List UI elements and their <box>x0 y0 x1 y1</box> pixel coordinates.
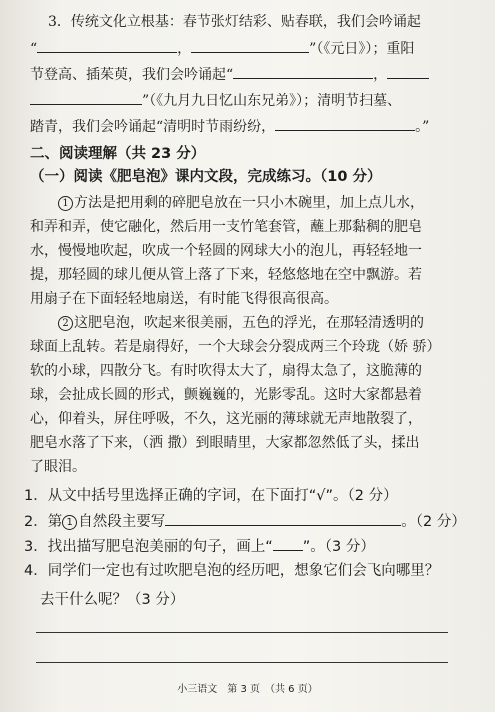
question-1: 1．从文中括号里选择正确的字词，在下面打“√”。（2 分） <box>24 488 398 504</box>
question-2: 2．第 1 自然段主要写 。（2 分） <box>24 511 495 532</box>
question-4: 4．同学们一定也有过吹肥皂泡的经历吧，想象它们会飞向哪里？ <box>24 563 440 579</box>
p2-line-1: 2 这肥皂泡，吹起来很美丽，五色的浮光，在那轻清透明的 <box>58 313 495 333</box>
answer-line-2[interactable] <box>36 662 448 663</box>
question-3: 3．找出描写肥皂泡美丽的句子，画上“ ”。（3 分） <box>24 536 495 557</box>
poem-blank-2[interactable] <box>191 38 309 53</box>
p2-line-5: 心，仰着头，屏住呼吸，不久，这光丽的薄球就无声地散裂了， <box>30 411 422 427</box>
q3-line5: 踏青，我们会吟诵起“清明时节雨纷纷， 。” <box>30 116 495 137</box>
poem-blank-4a[interactable] <box>387 64 429 79</box>
answer-line-1[interactable] <box>36 632 448 633</box>
para-mark-ref: 1 <box>62 515 77 530</box>
p2-line-6: 肥皂水落了下来，（洒 撒）到眼睛里，大家都忽然低了头，揉出 <box>30 435 420 451</box>
para-mark-1: 1 <box>58 196 73 211</box>
poem-blank-4b[interactable] <box>30 90 142 105</box>
p2-line-2: 球面上乱转。若是扇得好，一个大球会分裂成两三个玲珑（娇 骄） <box>30 339 441 355</box>
p1-line-5: 用扇子在下面轻轻地扇送，有时能飞得很高很高。 <box>30 291 338 307</box>
poem-blank-3[interactable] <box>233 64 373 79</box>
q3-line3: 节登高、插茱萸，我们会吟诵起“ ， <box>30 64 495 85</box>
p2-line-7: 了眼泪。 <box>30 459 86 475</box>
section-title: 二、阅读理解（共 23 分） <box>30 146 206 162</box>
page-footer: 小三语文 第 3 页 （共 6 页） <box>177 684 318 695</box>
section-subtitle: （一）阅读《肥皂泡》课内文段，完成练习。（10 分） <box>30 169 382 185</box>
p1-line-3: 水，慢慢地吹起，吹成一个轻圆的网球大小的泡儿，再轻轻地一 <box>30 243 422 259</box>
q3-line2: “ ， ”（《元日》）；重阳 <box>30 38 495 59</box>
poem-blank-1[interactable] <box>37 38 177 53</box>
p2-line-4: 球，会扯成长圆的形式，颤巍巍的，光影零乱。这时大家都悬着 <box>30 387 422 403</box>
p2-line-3: 软的小球，四散分飞。有时吹得太大了，扇得太急了，这脆薄的 <box>30 363 422 379</box>
p1-line-4: 提，那轻圆的球儿便从管上落了下来，轻悠悠地在空中飘游。若 <box>30 267 422 283</box>
q2-answer-blank[interactable] <box>165 511 401 526</box>
question-4-cont: 去干什么呢？（3 分） <box>40 592 185 608</box>
q3-line4: ”（《九月九日忆山东兄弟》）；清明节扫墓、 <box>30 90 495 111</box>
para-mark-2: 2 <box>58 316 73 331</box>
p1-line-2: 和弄和弄，使它融化，然后用一支竹笔套管，蘸上那黏稠的肥皂 <box>30 219 422 235</box>
underline-sample <box>273 536 303 551</box>
q3-line1: 3．传统文化立根基：春节张灯结彩、贴春联，我们会吟诵起 <box>48 14 421 30</box>
p1-line-1: 1 方法是把用剩的碎肥皂放在一只小木碗里，加上点儿水， <box>58 193 495 213</box>
poem-blank-5[interactable] <box>275 116 415 131</box>
